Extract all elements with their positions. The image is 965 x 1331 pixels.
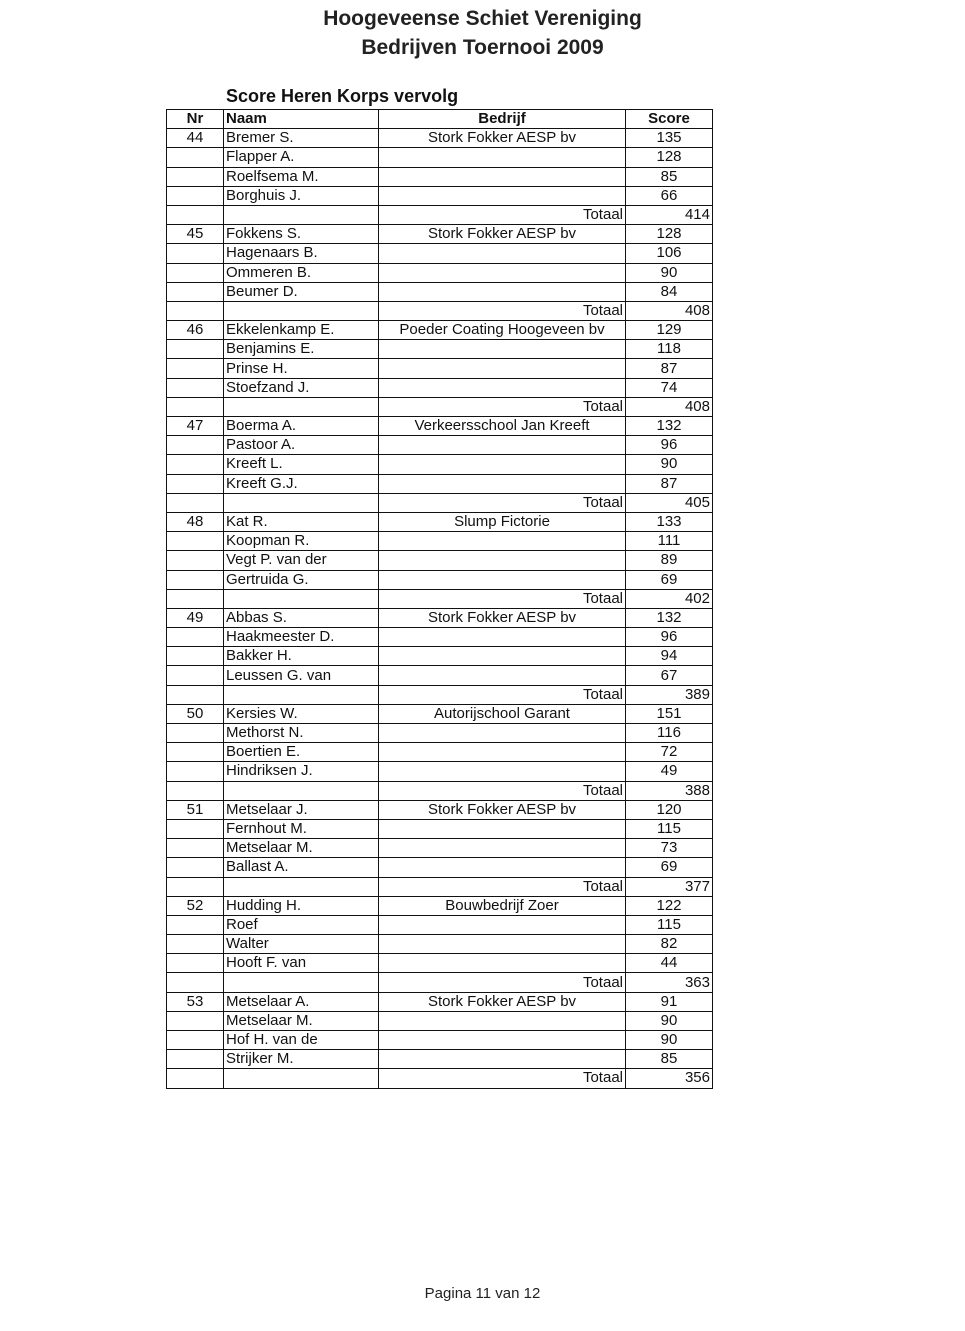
score-cell: 90 [626, 1011, 713, 1030]
score-cell: 128 [626, 225, 713, 244]
score-cell: 90 [626, 455, 713, 474]
shooter-name-cell: Abbas S. [224, 608, 379, 627]
table-row [167, 935, 713, 954]
company-cell: Poeder Coating Hoogeveen bv [379, 321, 626, 340]
table-row [167, 915, 713, 934]
score-cell: 133 [626, 512, 713, 531]
shooter-name-cell: Leussen G. van [224, 666, 379, 685]
company-cell [379, 647, 626, 666]
team-number-cell [167, 1011, 224, 1030]
company-cell [379, 359, 626, 378]
score-cell: 85 [626, 1050, 713, 1069]
score-cell: 72 [626, 743, 713, 762]
company-cell [379, 1050, 626, 1069]
column-header-bedrijf: Bedrijf [379, 110, 626, 129]
company-cell [379, 819, 626, 838]
company-cell [379, 532, 626, 551]
team-number-cell [167, 532, 224, 551]
table-row [167, 743, 713, 762]
team-total-row [167, 685, 713, 704]
total-label-cell: Totaal [379, 685, 626, 704]
total-label-cell: Totaal [379, 397, 626, 416]
table-row [167, 167, 713, 186]
score-cell: 106 [626, 244, 713, 263]
company-cell [379, 743, 626, 762]
score-cell: 115 [626, 915, 713, 934]
score-cell: 94 [626, 647, 713, 666]
company-cell [379, 1011, 626, 1030]
company-cell [379, 167, 626, 186]
shooter-name-cell: Flapper A. [224, 148, 379, 167]
table-row [167, 359, 713, 378]
table-row [167, 570, 713, 589]
company-cell [379, 858, 626, 877]
team-number-cell: 53 [167, 992, 224, 1011]
shooter-name-cell: Haakmeester D. [224, 628, 379, 647]
team-total-row [167, 493, 713, 512]
company-cell [379, 263, 626, 282]
shooter-name-cell: Roef [224, 915, 379, 934]
score-cell: 116 [626, 724, 713, 743]
company-cell [379, 762, 626, 781]
score-cell: 122 [626, 896, 713, 915]
shooter-name-cell: Vegt P. van der [224, 551, 379, 570]
total-label-cell: Totaal [379, 973, 626, 992]
shooter-name-cell: Metselaar A. [224, 992, 379, 1011]
team-number-cell [167, 915, 224, 934]
total-label-cell: Totaal [379, 1069, 626, 1088]
shooter-name-cell: Kreeft L. [224, 455, 379, 474]
table-row [167, 608, 713, 627]
team-total-cell: 405 [626, 493, 713, 512]
empty-cell [224, 301, 379, 320]
company-cell [379, 570, 626, 589]
table-row [167, 474, 713, 493]
team-total-cell: 363 [626, 973, 713, 992]
team-number-cell [167, 858, 224, 877]
team-number-cell [167, 282, 224, 301]
company-cell [379, 244, 626, 263]
team-number-cell: 46 [167, 321, 224, 340]
empty-cell [167, 493, 224, 512]
team-total-cell: 388 [626, 781, 713, 800]
score-cell: 96 [626, 628, 713, 647]
table-row [167, 800, 713, 819]
team-number-cell [167, 359, 224, 378]
table-row [167, 1050, 713, 1069]
company-cell [379, 474, 626, 493]
score-cell: 111 [626, 532, 713, 551]
team-total-cell: 377 [626, 877, 713, 896]
column-header-score: Score [626, 110, 713, 129]
team-number-cell [167, 436, 224, 455]
team-number-cell [167, 378, 224, 397]
score-cell: 69 [626, 570, 713, 589]
shooter-name-cell: Methorst N. [224, 724, 379, 743]
table-row [167, 148, 713, 167]
document-subtitle: Bedrijven Toernooi 2009 [361, 36, 604, 59]
company-cell [379, 436, 626, 455]
score-cell: 74 [626, 378, 713, 397]
company-cell [379, 148, 626, 167]
company-cell [379, 935, 626, 954]
shooter-name-cell: Fernhout M. [224, 819, 379, 838]
score-cell: 91 [626, 992, 713, 1011]
total-label-cell: Totaal [379, 301, 626, 320]
score-cell: 96 [626, 436, 713, 455]
shooter-name-cell: Fokkens S. [224, 225, 379, 244]
shooter-name-cell: Hindriksen J. [224, 762, 379, 781]
score-cell: 87 [626, 359, 713, 378]
column-header-naam: Naam [224, 110, 379, 129]
team-number-cell [167, 724, 224, 743]
column-header-nr: Nr [167, 110, 224, 129]
empty-cell [224, 397, 379, 416]
team-number-cell [167, 244, 224, 263]
score-cell: 82 [626, 935, 713, 954]
table-row [167, 436, 713, 455]
table-row [167, 704, 713, 723]
shooter-name-cell: Pastoor A. [224, 436, 379, 455]
shooter-name-cell: Ommeren B. [224, 263, 379, 282]
team-number-cell: 44 [167, 129, 224, 148]
table-row [167, 992, 713, 1011]
shooter-name-cell: Borghuis J. [224, 186, 379, 205]
score-cell: 69 [626, 858, 713, 877]
team-total-cell: 408 [626, 397, 713, 416]
table-row [167, 954, 713, 973]
shooter-name-cell: Kreeft G.J. [224, 474, 379, 493]
score-cell: 84 [626, 282, 713, 301]
company-cell [379, 666, 626, 685]
team-number-cell [167, 455, 224, 474]
score-cell: 87 [626, 474, 713, 493]
team-number-cell [167, 819, 224, 838]
table-row [167, 321, 713, 340]
company-cell [379, 378, 626, 397]
shooter-name-cell: Hudding H. [224, 896, 379, 915]
company-cell [379, 839, 626, 858]
empty-cell [224, 493, 379, 512]
team-total-row [167, 205, 713, 224]
company-cell: Verkeersschool Jan Kreeft [379, 417, 626, 436]
empty-cell [224, 973, 379, 992]
team-number-cell [167, 666, 224, 685]
table-row [167, 263, 713, 282]
table-row [167, 512, 713, 531]
shooter-name-cell: Strijker M. [224, 1050, 379, 1069]
table-row [167, 282, 713, 301]
total-label-cell: Totaal [379, 781, 626, 800]
empty-cell [167, 973, 224, 992]
team-total-row [167, 877, 713, 896]
empty-cell [224, 589, 379, 608]
page-number: Pagina 11 van 12 [424, 1285, 541, 1302]
shooter-name-cell: Hagenaars B. [224, 244, 379, 263]
company-cell [379, 724, 626, 743]
table-row [167, 551, 713, 570]
total-label-cell: Totaal [379, 877, 626, 896]
team-number-cell [167, 148, 224, 167]
team-number-cell [167, 263, 224, 282]
table-row [167, 858, 713, 877]
table-row [167, 417, 713, 436]
company-cell [379, 455, 626, 474]
team-total-cell: 356 [626, 1069, 713, 1088]
shooter-name-cell: Beumer D. [224, 282, 379, 301]
score-cell: 67 [626, 666, 713, 685]
team-number-cell: 50 [167, 704, 224, 723]
shooter-name-cell: Bremer S. [224, 129, 379, 148]
team-total-cell: 414 [626, 205, 713, 224]
empty-cell [167, 781, 224, 800]
table-row [167, 762, 713, 781]
empty-cell [167, 1069, 224, 1088]
shooter-name-cell: Kat R. [224, 512, 379, 531]
empty-cell [167, 205, 224, 224]
team-number-cell: 52 [167, 896, 224, 915]
shooter-name-cell: Boertien E. [224, 743, 379, 762]
team-number-cell [167, 340, 224, 359]
score-cell: 151 [626, 704, 713, 723]
table-row [167, 129, 713, 148]
team-total-row [167, 397, 713, 416]
team-number-cell: 48 [167, 512, 224, 531]
table-row [167, 340, 713, 359]
company-cell: Slump Fictorie [379, 512, 626, 531]
section-heading: Score Heren Korps vervolg [226, 86, 459, 106]
empty-cell [224, 1069, 379, 1088]
team-number-cell [167, 570, 224, 589]
score-cell: 128 [626, 148, 713, 167]
team-number-cell [167, 167, 224, 186]
total-label-cell: Totaal [379, 589, 626, 608]
empty-cell [224, 877, 379, 896]
shooter-name-cell: Boerma A. [224, 417, 379, 436]
team-number-cell [167, 551, 224, 570]
table-row [167, 378, 713, 397]
empty-cell [167, 301, 224, 320]
company-cell [379, 186, 626, 205]
company-cell [379, 628, 626, 647]
score-cell: 115 [626, 819, 713, 838]
score-cell: 49 [626, 762, 713, 781]
team-total-row [167, 301, 713, 320]
team-number-cell [167, 743, 224, 762]
company-cell [379, 1031, 626, 1050]
score-cell: 132 [626, 608, 713, 627]
team-number-cell: 45 [167, 225, 224, 244]
total-label-cell: Totaal [379, 493, 626, 512]
team-total-row [167, 973, 713, 992]
table-row [167, 724, 713, 743]
score-cell: 90 [626, 263, 713, 282]
score-table [166, 109, 713, 1089]
team-number-cell: 47 [167, 417, 224, 436]
shooter-name-cell: Metselaar M. [224, 1011, 379, 1030]
shooter-name-cell: Metselaar M. [224, 839, 379, 858]
table-row [167, 532, 713, 551]
empty-cell [167, 877, 224, 896]
team-number-cell [167, 647, 224, 666]
company-cell: Stork Fokker AESP bv [379, 800, 626, 819]
company-cell [379, 340, 626, 359]
score-cell: 44 [626, 954, 713, 973]
table-row [167, 628, 713, 647]
team-number-cell [167, 474, 224, 493]
table-row [167, 186, 713, 205]
shooter-name-cell: Prinse H. [224, 359, 379, 378]
team-number-cell [167, 186, 224, 205]
score-cell: 85 [626, 167, 713, 186]
team-total-row [167, 589, 713, 608]
score-cell: 132 [626, 417, 713, 436]
shooter-name-cell: Stoefzand J. [224, 378, 379, 397]
shooter-name-cell: Kersies W. [224, 704, 379, 723]
team-number-cell [167, 762, 224, 781]
table-body [167, 129, 713, 1088]
table-row [167, 839, 713, 858]
score-cell: 66 [626, 186, 713, 205]
shooter-name-cell: Bakker H. [224, 647, 379, 666]
team-number-cell [167, 1050, 224, 1069]
score-cell: 120 [626, 800, 713, 819]
company-cell [379, 282, 626, 301]
table-row [167, 819, 713, 838]
score-cell: 90 [626, 1031, 713, 1050]
table-row [167, 896, 713, 915]
company-cell [379, 551, 626, 570]
company-cell [379, 915, 626, 934]
table-row [167, 225, 713, 244]
empty-cell [224, 685, 379, 704]
team-total-cell: 402 [626, 589, 713, 608]
empty-cell [167, 397, 224, 416]
empty-cell [224, 781, 379, 800]
company-cell [379, 954, 626, 973]
empty-cell [224, 205, 379, 224]
table-row [167, 666, 713, 685]
shooter-name-cell: Ekkelenkamp E. [224, 321, 379, 340]
company-cell: Stork Fokker AESP bv [379, 992, 626, 1011]
shooter-name-cell: Metselaar J. [224, 800, 379, 819]
score-cell: 135 [626, 129, 713, 148]
team-number-cell [167, 1031, 224, 1050]
company-cell: Autorijschool Garant [379, 704, 626, 723]
shooter-name-cell: Walter [224, 935, 379, 954]
team-total-row [167, 781, 713, 800]
table-row [167, 244, 713, 263]
score-cell: 118 [626, 340, 713, 359]
score-cell: 129 [626, 321, 713, 340]
document-title: Hoogeveense Schiet Vereniging [323, 7, 642, 30]
table-row [167, 647, 713, 666]
empty-cell [167, 589, 224, 608]
team-number-cell [167, 935, 224, 954]
shooter-name-cell: Ballast A. [224, 858, 379, 877]
shooter-name-cell: Roelfsema M. [224, 167, 379, 186]
company-cell: Bouwbedrijf Zoer [379, 896, 626, 915]
shooter-name-cell: Hooft F. van [224, 954, 379, 973]
total-label-cell: Totaal [379, 205, 626, 224]
team-number-cell: 49 [167, 608, 224, 627]
team-number-cell [167, 954, 224, 973]
table-row [167, 455, 713, 474]
score-cell: 89 [626, 551, 713, 570]
table-row [167, 1011, 713, 1030]
shooter-name-cell: Gertruida G. [224, 570, 379, 589]
shooter-name-cell: Hof H. van de [224, 1031, 379, 1050]
team-total-row [167, 1069, 713, 1088]
company-cell: Stork Fokker AESP bv [379, 129, 626, 148]
empty-cell [167, 685, 224, 704]
team-total-cell: 389 [626, 685, 713, 704]
team-total-cell: 408 [626, 301, 713, 320]
company-cell: Stork Fokker AESP bv [379, 608, 626, 627]
team-number-cell [167, 839, 224, 858]
score-cell: 73 [626, 839, 713, 858]
company-cell: Stork Fokker AESP bv [379, 225, 626, 244]
team-number-cell [167, 628, 224, 647]
team-number-cell: 51 [167, 800, 224, 819]
table-row [167, 1031, 713, 1050]
table-header-row [167, 110, 713, 129]
shooter-name-cell: Benjamins E. [224, 340, 379, 359]
shooter-name-cell: Koopman R. [224, 532, 379, 551]
